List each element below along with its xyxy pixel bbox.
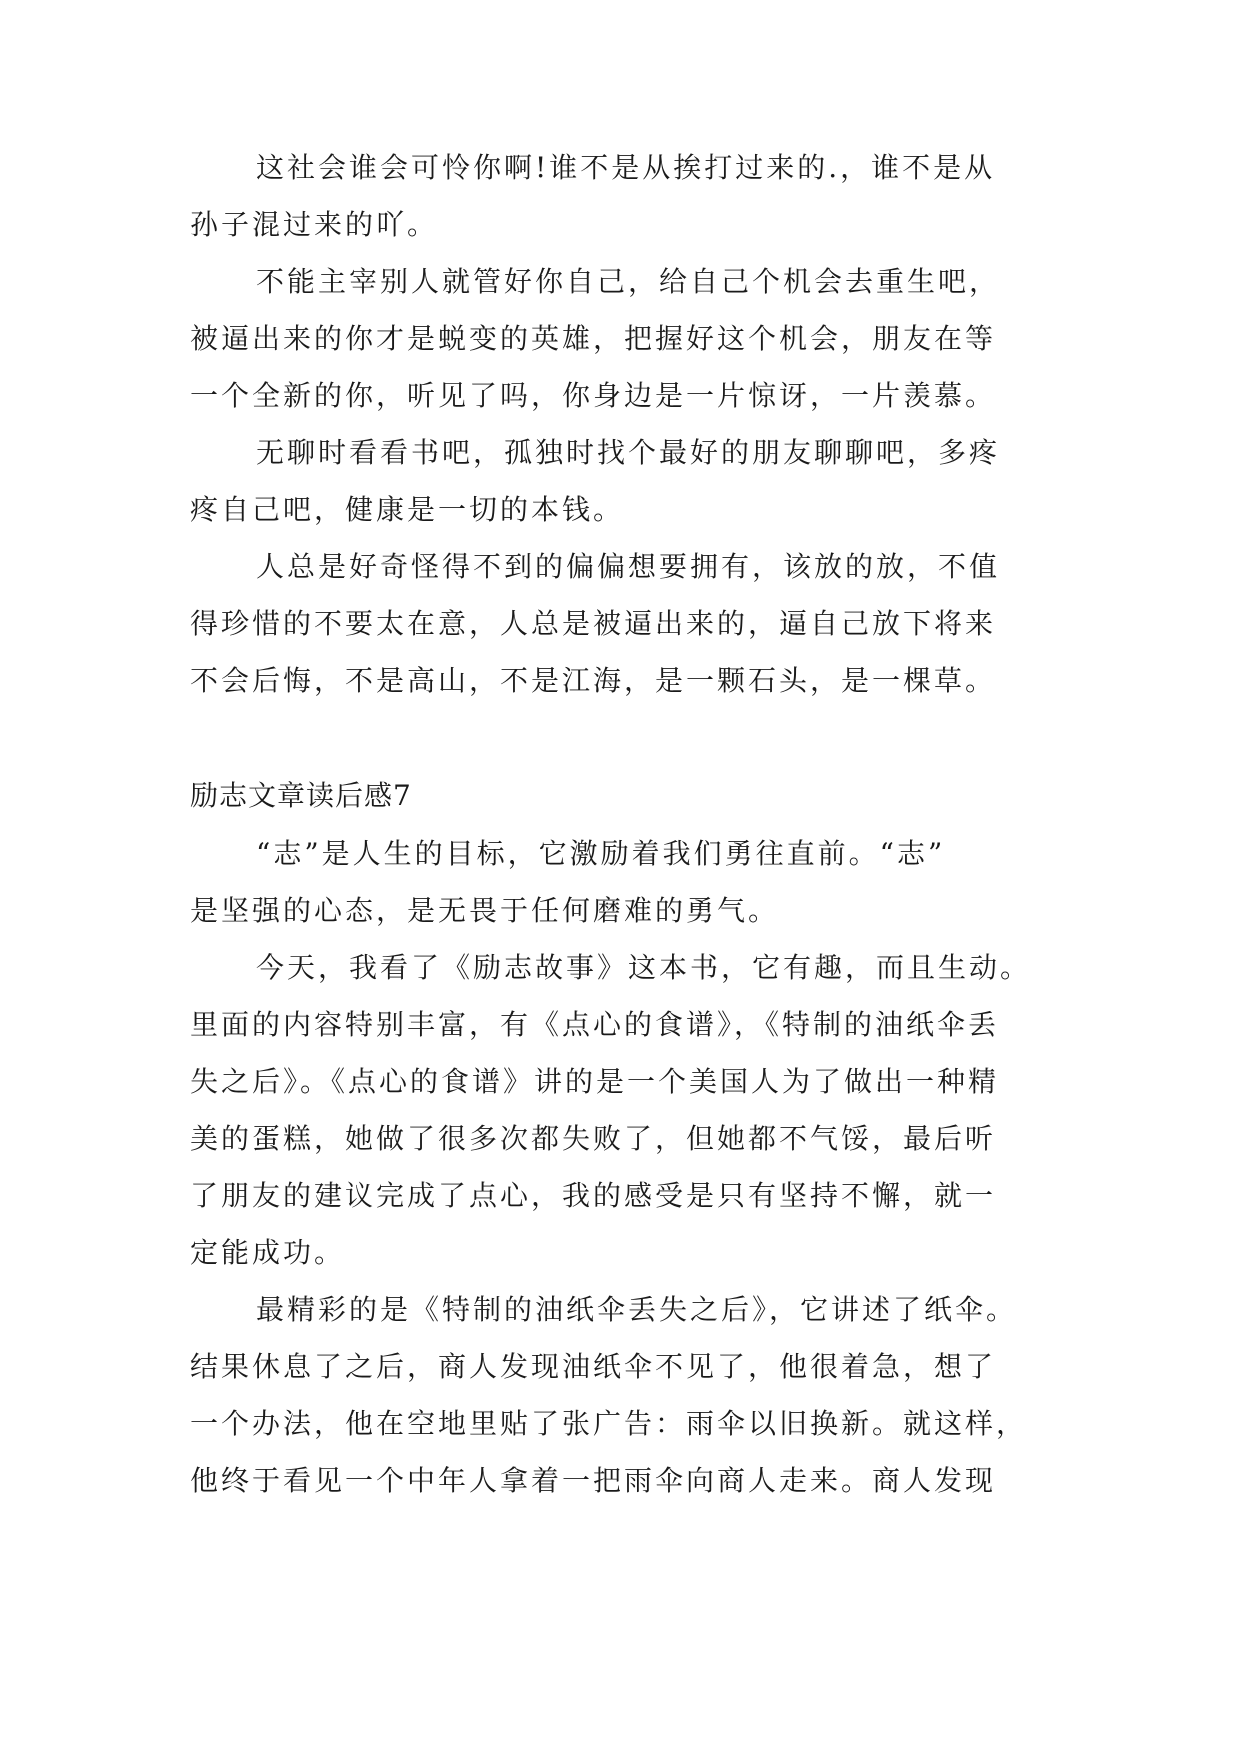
section-paragraph-1-line-1: “志”是人生的目标，它激励着我们勇往直前。“志” (256, 837, 946, 870)
section-paragraph-3-line-3: 一个办法，他在空地里贴了张广告：雨伞以旧换新。就这样， (190, 1407, 1028, 1440)
section-paragraph-1-line-2: 是坚强的心态，是无畏于任何磨难的勇气。 (190, 894, 780, 927)
paragraph-4-line-3: 不会后悔，不是高山，不是江海，是一颗石头，是一棵草。 (190, 664, 997, 697)
section-paragraph-3-line-4: 他终于看见一个中年人拿着一把雨伞向商人走来。商人发现 (190, 1464, 997, 1497)
paragraph-1-line-1: 这社会谁会可怜你啊!谁不是从挨打过来的.，谁不是从 (256, 151, 996, 184)
section-paragraph-2-line-4: 美的蛋糕，她做了很多次都失败了，但她都不气馁，最后听 (190, 1122, 997, 1155)
paragraph-2-line-3: 一个全新的你，听见了吗，你身边是一片惊讶，一片羡慕。 (190, 379, 997, 412)
section-paragraph-2-line-5: 了朋友的建议完成了点心，我的感受是只有坚持不懈，就一 (190, 1179, 997, 1212)
section-paragraph-3-line-1: 最精彩的是《特制的油纸伞丢失之后》，它讲述了纸伞。 (256, 1293, 1018, 1326)
paragraph-4-line-1: 人总是好奇怪得不到的偏偏想要拥有，该放的放，不值 (256, 550, 1001, 583)
section-heading: 励志文章读后感7 (190, 779, 412, 812)
section-paragraph-3-line-2: 结果休息了之后，商人发现油纸伞不见了，他很着急，想了 (190, 1350, 997, 1383)
paragraph-2-line-2: 被逼出来的你才是蜕变的英雄，把握好这个机会，朋友在等 (190, 322, 997, 355)
section-paragraph-2-line-6: 定能成功。 (190, 1236, 346, 1269)
section-paragraph-2-line-2: 里面的内容特别丰富，有《点心的食谱》，《特制的油纸伞丢 (190, 1008, 1000, 1041)
section-paragraph-2-line-3: 失之后》。《点心的食谱》讲的是一个美国人为了做出一种精 (190, 1065, 1000, 1098)
paragraph-3-line-2: 疼自己吧，健康是一切的本钱。 (190, 493, 625, 526)
section-paragraph-2-line-1: 今天，我看了《励志故事》这本书，它有趣，而且生动。 (256, 951, 1032, 984)
paragraph-4-line-2: 得珍惜的不要太在意，人总是被逼出来的，逼自己放下将来 (190, 607, 997, 640)
paragraph-1-line-2: 孙子混过来的吖。 (190, 208, 439, 241)
paragraph-3-line-1: 无聊时看看书吧，孤独时找个最好的朋友聊聊吧，多疼 (256, 436, 1001, 469)
paragraph-2-line-1: 不能主宰别人就管好你自己，给自己个机会去重生吧， (256, 265, 1001, 298)
